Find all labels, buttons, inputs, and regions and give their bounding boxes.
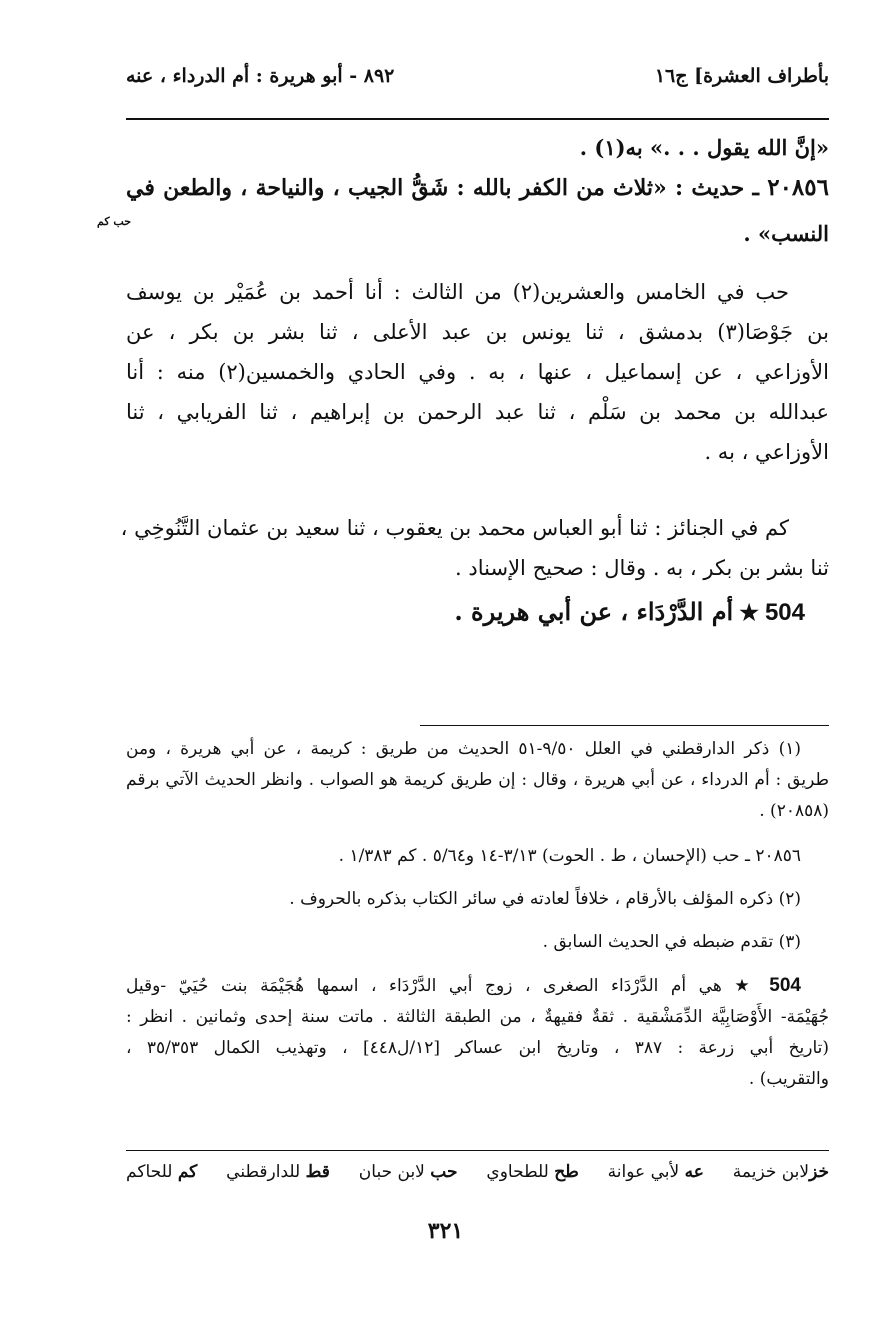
- header-section-title: ٨٩٢ - أبو هريرة : أم الدرداء ، عنه: [126, 65, 395, 87]
- hadith-heading: [126, 168, 829, 208]
- paragraph-line: الأوزاعي ، به .: [704, 440, 829, 464]
- paragraph-line: ثنا بشر بن بكر ، به . وقال : صحيح الإسناد .: [455, 556, 829, 580]
- hadith-source-sigla: حب كم: [97, 215, 131, 228]
- hadith-number: ٢٠٨٥٦: [767, 174, 829, 201]
- running-header: [126, 58, 829, 94]
- hadith-text: ـ حديث : «ثلاث من الكفر بالله : شَقُّ الجيب ، والنياحة ، والطعن في: [126, 175, 768, 201]
- abbreviation-key: [126, 1162, 829, 1182]
- abbreviation-item: قط للدارقطني: [226, 1162, 330, 1182]
- footnote-line: (تاريخ أبي زرعة : ٣٨٧ ، وتاريخ ابن عساكر [١٢/ل٤٤٨] ، وتهذيب الكمال ٣٥/٣٥٣ ،: [126, 1038, 830, 1058]
- footnote-line: والتقريب) .: [748, 1069, 829, 1089]
- continuation-line: «إنَّ الله يقول . . .» به(١) .: [579, 135, 829, 160]
- abbreviation-item: طح للطحاوي: [486, 1162, 579, 1182]
- footnote-line: ٢٠٨٥٦ ـ حب (الإحسان ، ط . الحوت) ٣/١٣-١٤ و٥/٦٤ . كم ١/٣٨٣ .: [338, 846, 801, 866]
- footnote-line: [126, 970, 829, 1002]
- footnote-rule: [420, 725, 829, 726]
- abbreviation-item: كم للحاكم: [126, 1162, 198, 1182]
- main-text: [126, 128, 829, 254]
- footnote-line: (٣) تقدم ضبطه في الحديث السابق .: [542, 932, 801, 952]
- footnote-line: (٢) ذكره المؤلف بالأرقام ، خلافاً لعادته في سائر الكتاب بذكره بالحروف .: [289, 889, 801, 909]
- paragraph-line: الأوزاعي ، عن إسماعيل ، عنها ، به . وفي الحادي والخمسين(٢) منه : أنا: [126, 360, 829, 384]
- abbreviation-item: خزلابن خزيمة: [732, 1162, 829, 1182]
- footnote-504: [126, 970, 829, 1095]
- footnote-line: طريق : أم الدرداء ، عن أبي هريرة ، وقال : إن طريق كريمة هو الصواب . وانظر الحديث الآتي برقم: [126, 770, 829, 790]
- footnote-2: [126, 884, 829, 915]
- footnote-text: هي أم الدَّرْدَاء الصغرى ، زوج أبي الدَّرْدَاء ، اسمها هُجَيْمَة بنت حُيَيّ -وقيل: [126, 976, 735, 996]
- header-book-title: بأطراف العشرة] ج١٦: [654, 65, 829, 87]
- star-icon: ★: [739, 600, 759, 626]
- narrator-number: 504: [764, 599, 805, 626]
- paragraph-line: بن جَوْصَا(٣) بدمشق ، ثنا يونس بن عبد الأعلى ، ثنا بشر بن بكر ، عن: [126, 320, 829, 344]
- header-rule: [126, 118, 829, 120]
- abbreviation-item: عه لأبي عوانة: [607, 1162, 704, 1182]
- hadith-heading-end: النسب» .: [743, 221, 829, 246]
- paragraph-sources-km: [120, 508, 829, 588]
- abbreviation-item: حب لابن حبان: [358, 1162, 458, 1182]
- paragraph-line: عبدالله بن محمد بن سَلْم ، ثنا عبد الرحمن بن إبراهيم ، ثنا الفريابي ، ثنا: [126, 400, 829, 424]
- paragraph-line: كم في الجنائز : ثنا أبو العباس محمد بن يعقوب ، ثنا سعيد بن عثمان التَّنُوخِي ،: [120, 516, 789, 540]
- footnotes: [126, 734, 829, 1095]
- footnote-line: (١) ذكر الدارقطني في العلل ٩/٥٠-٥١ الحديث من طريق : كريمة ، عن أبي هريرة ، ومن: [126, 739, 801, 759]
- paragraph-line: حب في الخامس والعشرين(٢) من الثالث : أنا أحمد بن عُمَيْر بن يوسف: [126, 280, 789, 304]
- abbreviation-rule: [126, 1150, 829, 1151]
- page-number: ٣٢١: [427, 1218, 464, 1244]
- footnote-line: جُهَيْمَة- الأَوْصَابِيَّة الدِّمَشْقية . ثقةٌ فقيهةٌ ، من الطبقة الثالثة . ماتت سنة إحدى وثمانين . انظر :: [126, 1007, 829, 1027]
- narrator-name: أم الدَّرْدَاء ، عن أبي هريرة .: [454, 597, 734, 626]
- footnote-hadith-ref: [126, 841, 829, 872]
- star-icon: ★: [734, 976, 757, 996]
- footnote-line: (٢٠٨٥٨) .: [759, 801, 829, 821]
- footnote-1: [126, 734, 829, 827]
- footnote-narrator-number: 504: [769, 975, 801, 996]
- narrator-heading: [454, 597, 805, 627]
- footnote-3: [126, 927, 829, 958]
- paragraph-sources-hb: [126, 272, 829, 472]
